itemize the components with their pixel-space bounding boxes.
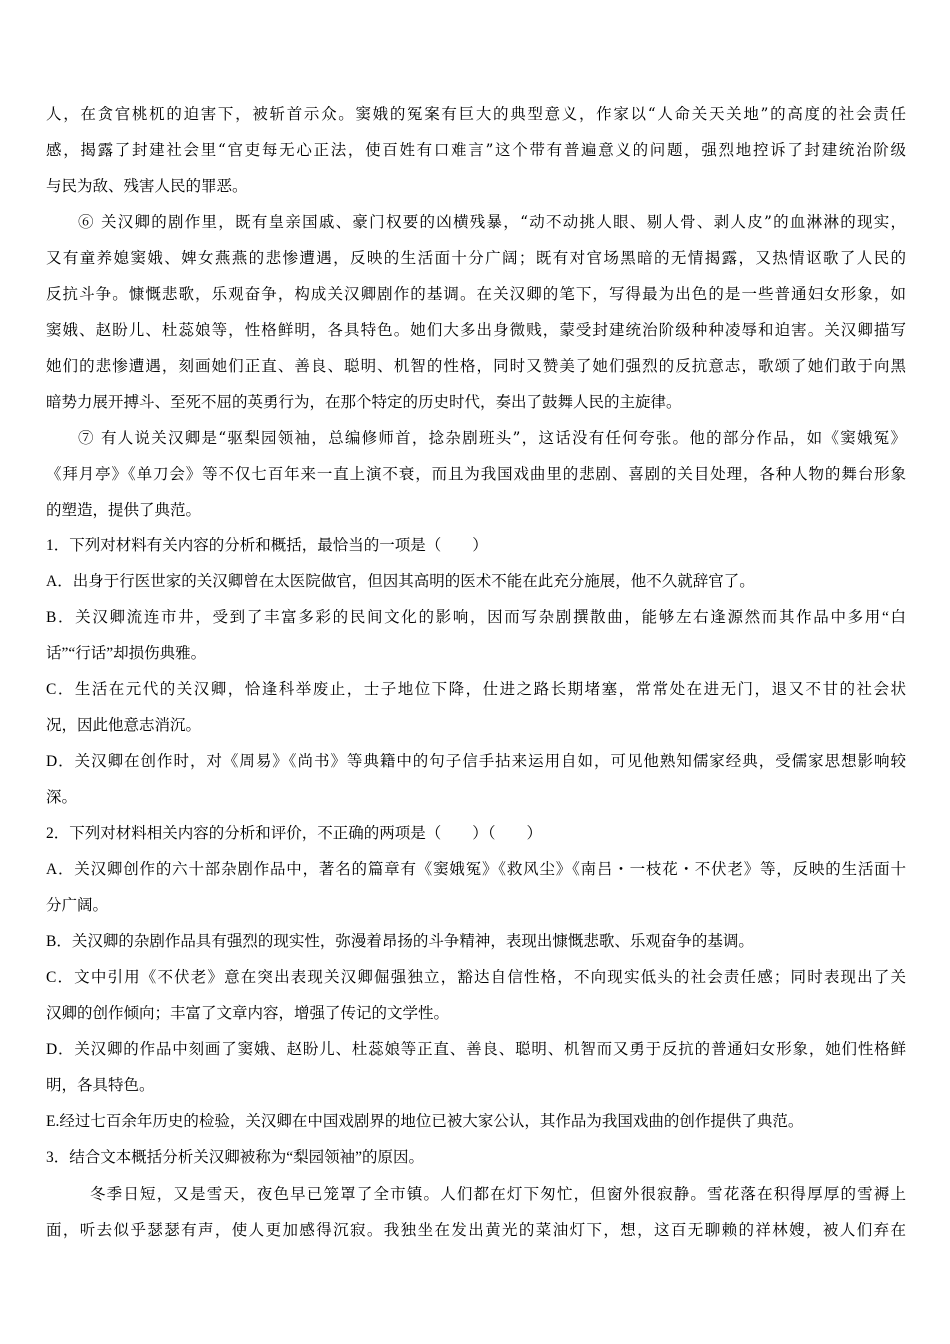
option-a-cont: 分广阔。 <box>46 897 109 914</box>
passage-line: 冬季日短，又是雪天，夜色早已笼罩了全市镇。人们都在灯下匆忙，但窗外很寂静。雪花落在积得厚厚的雪褥上 <box>90 1185 906 1203</box>
option-c: C．文中引用《不伏老》意在突出表现关汉卿倔强独立，豁达自信性格，不向现实低头的社会责任感；同时表现出了关 <box>46 969 906 986</box>
passage-line: 面，听去似乎瑟瑟有声，使人更加感得沉寂。我独坐在发出黄光的菜油灯下，想，这百无聊赖的祥林嫂，被人们弃在 <box>46 1221 906 1239</box>
option-d-cont: 深。 <box>46 789 78 806</box>
question-1 <box>46 528 906 816</box>
passage-line: 感，揭露了封建社会里“官吏每无心正法，使百姓有口难言”这个带有普遍意义的问题，强烈地控诉了封建统治阶级 <box>46 141 906 159</box>
option-c-cont: 汉卿的创作倾向；丰富了文章内容，增强了传记的文学性。 <box>46 1005 450 1022</box>
option-b: B．关汉卿流连市井，受到了丰富多彩的民间文化的影响，因而写杂剧撰散曲，能够左右逢源然而其作品中多用“白 <box>46 609 906 626</box>
question-stem: 2．下列对材料相关内容的分析和评价，不正确的两项是（ ）（ ） <box>46 825 543 842</box>
option-d: D．关汉卿的作品中刻画了窦娥、赵盼儿、杜蕊娘等正直、善良、聪明、机智而又勇于反抗的普通妇女形象，她们性格鲜 <box>46 1041 906 1058</box>
passage-line: 《拜月亭》《单刀会》等不仅七百年来一直上演不衰，而且为我国戏曲里的悲剧、喜剧的关目处理，各种人物的舞台形象 <box>46 465 906 483</box>
passage-text <box>46 96 906 528</box>
passage-line: 又有童养媳窦娥、婢女燕燕的悲惨遭遇，反映的生活面十分广阔；既有对官场黑暗的无情揭露，又热情讴歌了人民的 <box>46 249 906 267</box>
question-stem: 1．下列对材料有关内容的分析和概括，最恰当的一项是（ ） <box>46 537 488 554</box>
next-passage <box>46 1176 906 1248</box>
passage-line: 与民为敌、残害人民的罪恶。 <box>46 177 248 195</box>
passage-line: 人，在贪官桃杌的迫害下，被斩首示众。窦娥的冤案有巨大的典型意义，作家以“人命关天关地”的高度的社会责任 <box>46 105 906 123</box>
document-page <box>46 96 906 1248</box>
option-d: D．关汉卿在创作时，对《周易》《尚书》等典籍中的句子信手拈来运用自如，可见他熟知儒家经典，受儒家思想影响较 <box>46 753 906 770</box>
passage-line: 窦娥、赵盼儿、杜蕊娘等，性格鲜明，各具特色。她们大多出身微贱，蒙受封建统治阶级种种凌辱和迫害。关汉卿描写 <box>46 321 906 339</box>
passage-line: 反抗斗争。慷慨悲歌，乐观奋争，构成关汉卿剧作的基调。在关汉卿的笔下，写得最为出色的是一些普通妇女形象，如 <box>46 285 906 303</box>
option-a: A．出身于行医世家的关汉卿曾在太医院做官，但因其高明的医术不能在此充分施展，他不久就辞官了。 <box>46 573 755 590</box>
question-stem: 3．结合文本概括分析关汉卿被称为“梨园领袖”的原因。 <box>46 1149 425 1166</box>
passage-line: 暗势力展开搏斗、至死不屈的英勇行为，在那个特定的历史时代，奏出了鼓舞人民的主旋律。 <box>46 393 682 411</box>
paragraph-7-start: ⑦ 有人说关汉卿是“驱梨园领袖，总编修师首，捻杂剧班头”，这话没有任何夸张。他的部分作品，如《窦娥冤》 <box>78 429 906 447</box>
option-b-cont: 话”“行话”却损伤典雅。 <box>46 645 207 662</box>
question-2 <box>46 816 906 1140</box>
passage-line: 她们的悲惨遭遇，刻画她们正直、善良、聪明、机智的性格，同时又赞美了她们强烈的反抗意志，歌颂了她们敢于向黑 <box>46 357 906 375</box>
option-c-cont: 况，因此他意志消沉。 <box>46 717 202 734</box>
question-3 <box>46 1140 906 1176</box>
option-b: B．关汉卿的杂剧作品具有强烈的现实性，弥漫着昂扬的斗争精神，表现出慷慨悲歌、乐观奋争的基调。 <box>46 933 754 950</box>
paragraph-6-start: ⑥ 关汉卿的剧作里，既有皇亲国戚、豪门权要的凶横残暴，“动不动挑人眼、剔人骨、剥人皮”的血淋淋的现实， <box>78 213 906 231</box>
passage-line: 的塑造，提供了典范。 <box>46 501 202 519</box>
option-a: A．关汉卿创作的六十部杂剧作品中，著名的篇章有《窦娥冤》《救风尘》《南吕・一枝花・不伏老》等，反映的生活面十 <box>46 861 906 878</box>
option-d-cont: 明，各具特色。 <box>46 1077 155 1094</box>
option-c: C．生活在元代的关汉卿，恰逢科举废止，士子地位下降，仕进之路长期堵塞，常常处在进无门，退又不甘的社会状 <box>46 681 906 698</box>
option-e: E.经过七百余年历史的检验，关汉卿在中国戏剧界的地位已被大家公认，其作品为我国戏曲的创作提供了典范。 <box>46 1113 804 1130</box>
